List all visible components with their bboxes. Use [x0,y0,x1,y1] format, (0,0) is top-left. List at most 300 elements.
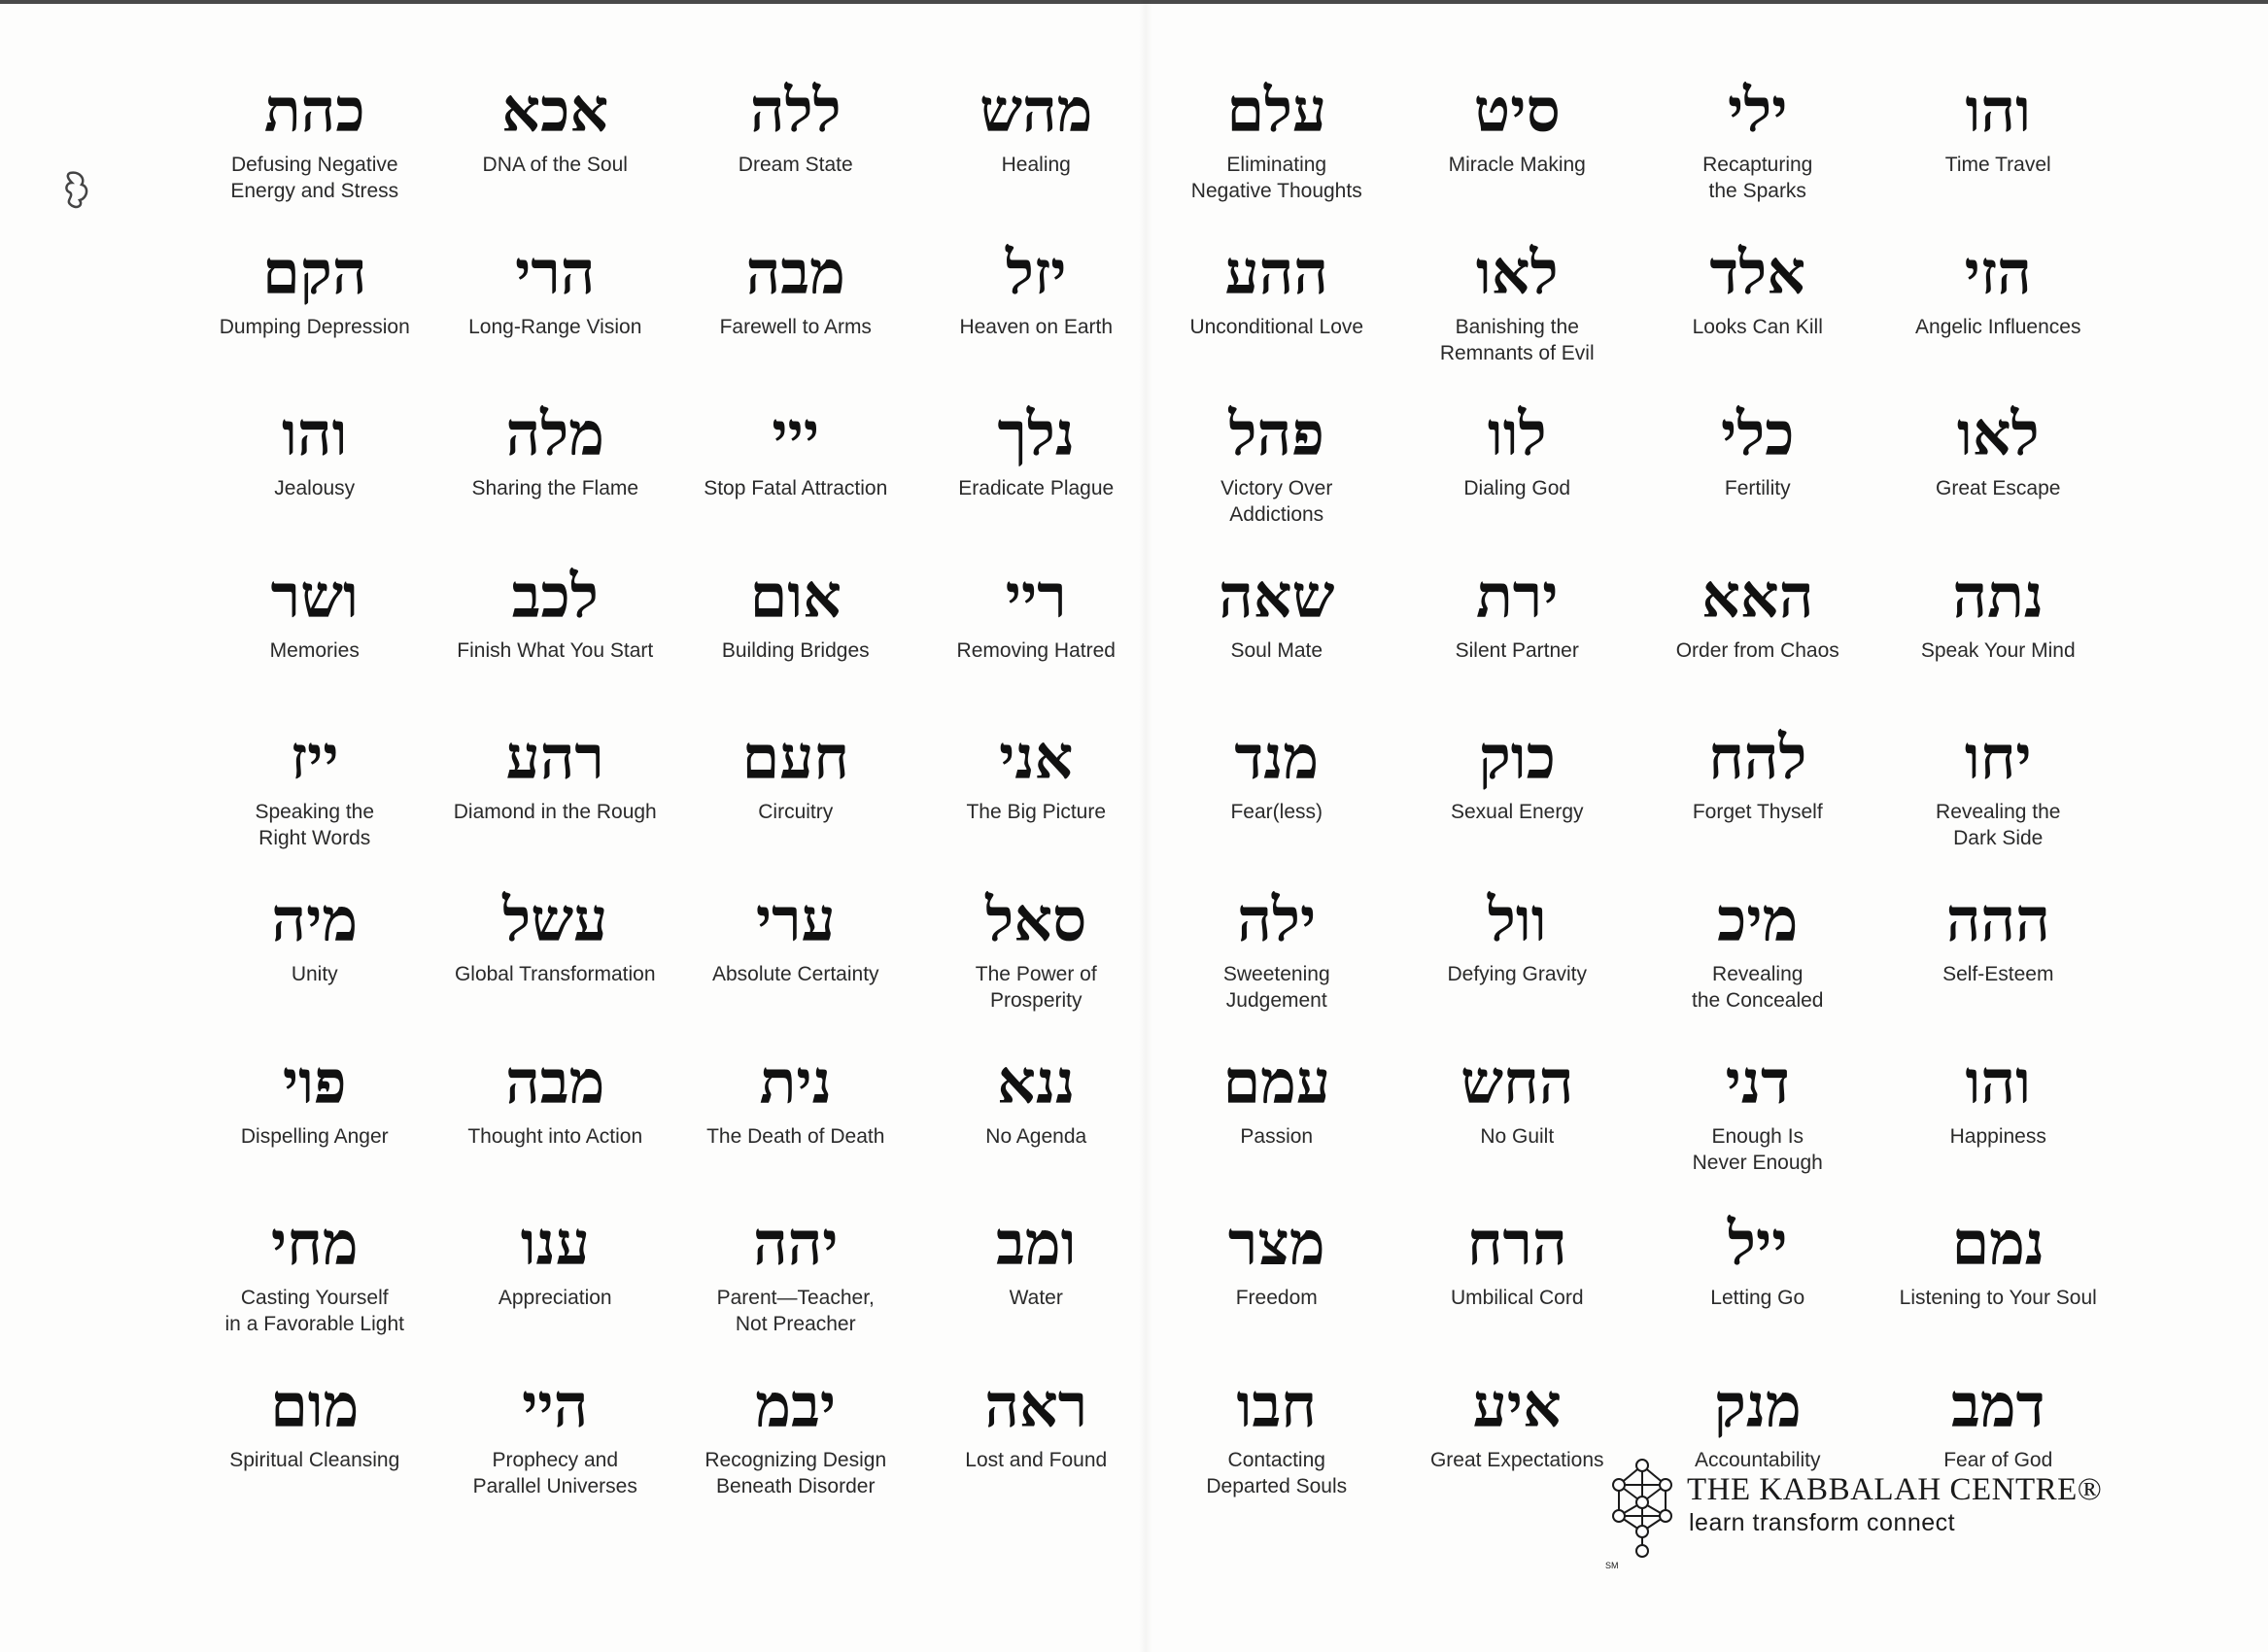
name-cell [194,1191,435,1354]
hebrew-name: יהה [752,1208,839,1280]
name-cell [1156,1354,1397,1516]
name-meaning [722,637,870,664]
name-meaning [1449,152,1586,178]
hebrew-name: ננא [997,1046,1076,1118]
name-cell [1397,1354,1638,1516]
hebrew-name: הרי [515,236,596,308]
name-cell [1637,544,1878,706]
name-meaning [225,1285,404,1337]
name-cell [1397,221,1638,383]
name-cell [1156,706,1397,868]
name-cell [194,544,435,706]
meaning-line: Dark Side [1953,827,2044,850]
name-cell [1637,382,1878,544]
name-meaning [1725,475,1791,501]
name-meaning [241,1123,389,1150]
hebrew-name: והו [1965,75,2031,146]
brand-name: THE KABBALAH CENTRE® [1687,1472,2103,1507]
hebrew-name: יחו [1964,722,2032,794]
name-meaning [1693,799,1823,825]
meaning-line: Circuitry [758,801,834,824]
hebrew-name: רהע [505,722,604,794]
hebrew-name: לאו [1475,236,1559,308]
hebrew-name: אום [749,560,842,632]
name-cell [1637,1030,1878,1192]
hebrew-name: ירת [1475,560,1559,632]
name-cell [675,1191,916,1354]
meaning-line: Listening to Your Soul [1899,1287,2097,1310]
meaning-line: Enough Is [1711,1124,1804,1148]
name-meaning [957,637,1116,664]
meaning-line: Order from Chaos [1675,638,1839,662]
name-cell [675,1030,916,1192]
name-meaning [958,475,1114,501]
name-meaning [1230,799,1323,825]
meaning-line: Eradicate Plague [958,477,1115,500]
name-meaning [717,1285,875,1337]
meaning-line: Departed Souls [1206,1474,1348,1497]
meaning-line: Unity [291,962,338,985]
hebrew-name: דמב [1951,1369,2045,1441]
name-meaning [274,475,355,501]
tree-of-life-icon [1603,1456,1681,1570]
meaning-line: Angelic Influences [1915,315,2081,338]
hebrew-name: מיכ [1717,883,1799,955]
name-meaning [1223,961,1330,1014]
name-cell [1637,1191,1878,1354]
meaning-line: Defying Gravity [1447,962,1588,985]
name-cell [435,1030,676,1192]
meaning-line: Umbilical Cord [1450,1287,1584,1310]
meaning-line: Finish What You Start [457,638,654,662]
name-cell [435,382,676,544]
name-cell [1397,544,1638,706]
meaning-line: Long-Range Vision [468,315,642,338]
name-cell [194,1354,435,1516]
hebrew-name: מצר [1227,1208,1325,1280]
meaning-line: Happiness [1949,1124,2046,1148]
name-cell [916,58,1157,221]
hebrew-name: אכא [501,75,609,146]
name-meaning [1921,637,2076,664]
name-meaning [1191,152,1362,204]
name-meaning [1002,152,1071,178]
name-cell [1878,221,2119,383]
meaning-line: Beneath Disorder [716,1474,876,1497]
name-meaning [229,1447,399,1473]
meaning-line: Prophecy and [492,1448,619,1471]
hebrew-name: סיט [1473,75,1561,146]
name-cell [1156,221,1397,383]
hebrew-name: ייל [1727,1208,1788,1280]
hebrew-name: והו [282,398,348,470]
hebrew-name: הקם [261,236,367,308]
name-meaning [976,961,1097,1014]
hebrew-name: ייז [290,722,339,794]
name-meaning [959,314,1113,340]
hebrew-name: מנד [1234,722,1320,794]
hebrew-name: עמם [1222,1046,1331,1118]
name-meaning [292,961,338,987]
meaning-line: Right Words [258,827,371,850]
hebrew-name: ילה [1237,883,1317,955]
name-meaning [1945,152,2051,178]
hebrew-name: כהת [263,75,365,146]
hebrew-name: הרח [1466,1208,1567,1280]
name-cell [194,868,435,1030]
hebrew-name: נית [759,1046,832,1118]
meaning-line: The Big Picture [966,801,1107,824]
name-cell [916,706,1157,868]
meaning-line: Spiritual Cleansing [229,1448,400,1471]
meaning-line: The Power of [975,962,1097,985]
name-meaning [454,799,657,825]
name-meaning [455,961,656,987]
hebrew-name: לוו [1487,398,1547,470]
meaning-line: Healing [1001,154,1071,176]
meaning-line: Parallel Universes [472,1474,637,1497]
meaning-line: Dream State [738,154,853,176]
meaning-line: Not Preacher [735,1313,856,1336]
name-cell [916,1354,1157,1516]
hebrew-name: ריי [1005,560,1067,632]
name-cell [916,221,1157,383]
name-cell [1878,382,2119,544]
meaning-line: Global Transformation [454,962,656,985]
name-meaning [1451,1285,1584,1311]
name-cell [916,868,1157,1030]
hebrew-name: מלה [505,398,604,470]
name-meaning [1189,314,1363,340]
name-meaning [1236,1285,1318,1311]
hebrew-name: ומב [996,1208,1077,1280]
meaning-line: Farewell to Arms [719,315,872,338]
name-cell [194,382,435,544]
name-cell [1156,544,1397,706]
name-meaning [1480,1123,1554,1150]
name-meaning [270,637,360,664]
hebrew-name: חעם [741,722,849,794]
hebrew-name: להח [1708,722,1807,794]
name-cell [916,1191,1157,1354]
name-meaning [230,152,398,204]
kabbalah-centre-logo [1603,1456,2109,1572]
meaning-line: Judgement [1225,988,1327,1012]
scan-speck [56,165,95,214]
meaning-line: DNA of the Soul [482,154,628,176]
name-meaning [473,1447,637,1499]
name-meaning [1456,637,1579,664]
meaning-line: No Guilt [1480,1124,1555,1148]
name-cell [1637,706,1878,868]
name-cell [435,221,676,383]
name-meaning [965,1447,1107,1473]
hebrew-name: ההע [1224,236,1328,308]
meaning-line: Great Escape [1936,477,2061,500]
meaning-line: Eliminating [1226,154,1327,176]
name-cell [1637,58,1878,221]
hebrew-name: מחי [270,1208,359,1280]
meaning-line: Time Travel [1944,154,2051,176]
hebrew-name: החש [1460,1046,1574,1118]
name-meaning [966,799,1106,825]
hebrew-name: ההה [1945,883,2050,955]
meaning-line: Self-Esteem [1942,962,2054,985]
hebrew-name: אלד [1709,236,1806,308]
logo-mark: SM [1605,1561,1619,1570]
hebrew-name: עלם [1226,75,1327,146]
name-cell [1878,868,2119,1030]
meaning-line: Speaking the [255,801,375,824]
meaning-line: Soul Mate [1230,638,1323,662]
name-meaning [1447,961,1587,987]
name-meaning [220,314,410,340]
hebrew-name: מום [270,1369,360,1441]
name-meaning [1463,475,1570,501]
name-meaning [1430,1447,1604,1473]
hebrew-name: ילי [1727,75,1788,146]
hebrew-name: ושר [270,560,359,632]
name-cell [1397,58,1638,221]
meaning-line: Victory Over [1220,477,1333,500]
meaning-line: Unconditional Love [1189,315,1364,338]
name-cell [1156,1191,1397,1354]
name-cell [435,1354,676,1516]
name-meaning [1936,475,2060,501]
meaning-line: Prosperity [989,988,1082,1012]
name-cell [1156,58,1397,221]
name-cell [1878,1030,2119,1192]
meaning-line: Defusing Negative [230,154,398,176]
name-cell [1397,1191,1638,1354]
meaning-line: Casting Yourself [240,1287,389,1310]
name-cell [194,58,435,221]
name-meaning [457,637,653,664]
name-cell [675,221,916,383]
hebrew-name: מבה [745,236,845,308]
meaning-line: Accountability [1694,1448,1821,1471]
name-meaning [704,475,887,501]
name-cell [675,1354,916,1516]
meaning-line: No Agenda [985,1124,1087,1148]
meaning-line: Speak Your Mind [1920,638,2076,662]
hebrew-name: עשל [502,883,608,955]
name-cell [194,706,435,868]
hebrew-name: והו [1965,1046,2031,1118]
name-meaning [467,1123,642,1150]
meaning-line: Sweetening [1222,962,1330,985]
name-cell [1878,544,2119,706]
hebrew-name: מנק [1713,1369,1802,1441]
meaning-line: Diamond in the Rough [453,801,657,824]
names-grid [194,58,2118,1516]
hebrew-name: אני [999,722,1074,794]
name-meaning [498,1285,612,1311]
name-cell [675,868,916,1030]
hebrew-name: פהל [1228,398,1324,470]
hebrew-name: כוק [1478,722,1556,794]
hebrew-name: ערי [755,883,836,955]
name-cell [435,706,676,868]
name-cell [435,544,676,706]
meaning-line: Never Enough [1692,1151,1823,1174]
meaning-line: Thought into Action [467,1124,643,1148]
name-cell [1637,221,1878,383]
meaning-line: Jealousy [274,477,356,500]
name-meaning [712,961,879,987]
name-meaning [1676,637,1839,664]
hebrew-name: האא [1701,560,1814,632]
name-meaning [1710,1285,1804,1311]
meaning-line: Revealing [1712,962,1804,985]
meaning-line: Fear(less) [1230,801,1323,824]
hebrew-name: ראה [984,1369,1088,1441]
name-meaning [1900,1285,2097,1311]
name-meaning [1206,1447,1347,1499]
name-meaning [720,314,872,340]
name-cell [194,221,435,383]
meaning-line: Dumping Depression [219,315,410,338]
hebrew-name: מבה [505,1046,605,1118]
hebrew-name: הזי [1964,236,2032,308]
name-meaning [985,1123,1086,1150]
name-cell [1878,1191,2119,1354]
name-cell [435,1191,676,1354]
hebrew-name: מהש [979,75,1093,146]
hebrew-name: חבו [1236,1369,1317,1441]
hebrew-name: איע [1472,1369,1562,1441]
name-meaning [706,1123,884,1150]
meaning-line: Dialing God [1463,477,1571,500]
meaning-line: the Sparks [1708,180,1806,202]
name-meaning [1692,961,1823,1014]
meaning-line: Sexual Energy [1450,801,1584,824]
meaning-line: Miracle Making [1448,154,1586,176]
name-meaning [471,475,638,501]
name-meaning [704,1447,886,1499]
meaning-line: Appreciation [498,1287,612,1310]
meaning-line: Absolute Certainty [711,962,879,985]
meaning-line: Passion [1240,1124,1314,1148]
name-cell [1156,382,1397,544]
name-cell [194,1030,435,1192]
meaning-line: Memories [269,638,360,662]
hebrew-name: דני [1725,1046,1790,1118]
name-cell [1156,868,1397,1030]
name-cell [675,382,916,544]
name-cell [435,58,676,221]
name-cell [916,1030,1157,1192]
hebrew-name: יזל [1005,236,1067,308]
hebrew-name: שאה [1219,560,1335,632]
meaning-line: Recognizing Design [704,1448,887,1471]
name-meaning [1220,475,1332,528]
meaning-line: Freedom [1235,1287,1318,1310]
hebrew-name: וול [1487,883,1547,955]
hebrew-name: לכב [511,560,599,632]
name-cell [675,706,916,868]
meaning-line: Fear of God [1943,1448,2053,1471]
hebrew-name: נמם [1951,1208,2045,1280]
name-cell [675,58,916,221]
name-meaning [1693,314,1823,340]
name-meaning [1915,314,2080,340]
name-meaning [1451,799,1584,825]
hebrew-name: יבמ [755,1369,837,1441]
name-meaning [468,314,641,340]
hebrew-name: נלך [997,398,1076,470]
meaning-line: Parent—Teacher, [716,1287,875,1310]
hebrew-name: כלי [1720,398,1795,470]
name-meaning [1230,637,1323,664]
hebrew-name: נתה [1952,560,2045,632]
name-cell [435,868,676,1030]
meaning-line: Letting Go [1710,1287,1805,1310]
meaning-line: Water [1009,1287,1063,1310]
hebrew-name: מיה [271,883,359,955]
meaning-line: The Death of Death [706,1124,885,1148]
meaning-line: Addictions [1229,503,1324,527]
meaning-line: Dispelling Anger [240,1124,389,1148]
name-meaning [1440,314,1595,366]
meaning-line: Revealing the [1936,801,2061,824]
name-cell [1156,1030,1397,1192]
meaning-line: Banishing the [1455,315,1579,338]
name-meaning [1702,152,1812,204]
scan-edge [0,0,2268,4]
hebrew-name: פוי [282,1046,347,1118]
name-meaning [1950,1123,2046,1150]
meaning-line: Remnants of Evil [1439,341,1595,364]
name-cell [1637,868,1878,1030]
name-meaning [1942,961,2053,987]
hebrew-name: סאל [985,883,1087,955]
name-cell [1878,706,2119,868]
name-cell [916,382,1157,544]
name-meaning [483,152,628,178]
name-meaning [739,152,853,178]
name-cell [1397,868,1638,1030]
hebrew-name: ייי [772,398,820,470]
brand-tagline: learn transform connect [1689,1509,1956,1536]
meaning-line: Building Bridges [721,638,870,662]
meaning-line: in a Favorable Light [224,1313,404,1336]
name-meaning [1010,1285,1063,1311]
meaning-line: Contacting [1227,1448,1325,1471]
meaning-line: Heaven on Earth [959,315,1114,338]
meaning-line: Forget Thyself [1692,801,1823,824]
meaning-line: Removing Hatred [956,638,1116,662]
meaning-line: Stop Fatal Attraction [704,477,888,500]
meaning-line: Recapturing [1702,154,1813,176]
meaning-line: Fertility [1724,477,1791,500]
name-cell [1397,706,1638,868]
meaning-line: Negative Thoughts [1190,180,1362,202]
name-cell [675,544,916,706]
meaning-line: Energy and Stress [230,180,399,202]
hebrew-name: ללה [749,75,842,146]
name-meaning [1693,1123,1823,1176]
name-meaning [1936,799,2060,851]
meaning-line: Sharing the Flame [471,477,639,500]
meaning-line: the Concealed [1692,988,1824,1012]
name-meaning [758,799,833,825]
meaning-line: Great Expectations [1429,1448,1604,1471]
name-cell [1878,58,2119,221]
name-cell [1397,1030,1638,1192]
name-cell [1397,382,1638,544]
meaning-line: Looks Can Kill [1692,315,1823,338]
